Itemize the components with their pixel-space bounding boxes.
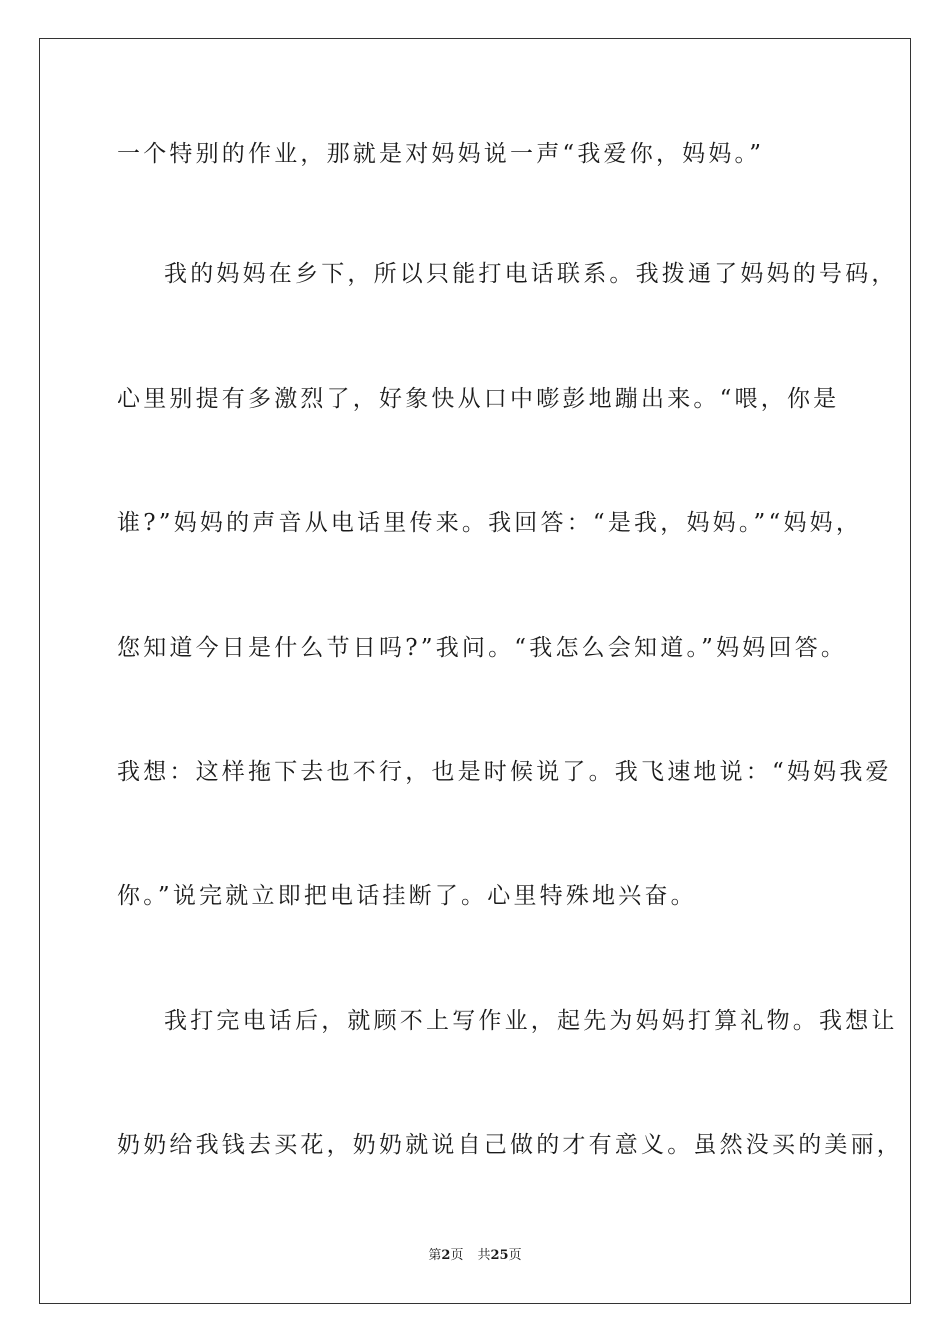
body-line-1: 一个特别的作业，那就是对妈妈说一声“我爱你，妈妈。” <box>117 141 765 167</box>
body-line-8: 我打完电话后，就顾不上写作业，起先为妈妈打算礼物。我想让 <box>164 1008 898 1034</box>
page-number: 2 <box>441 1248 451 1263</box>
page-border <box>39 38 911 1304</box>
total-pages: 25 <box>490 1248 509 1263</box>
page-suffix: 页 <box>450 1248 464 1263</box>
total-suffix: 页 <box>508 1248 522 1263</box>
body-line-4: 谁?”妈妈的声音从电话里传来。我回答：“是我，妈妈。”“妈妈， <box>117 510 863 536</box>
body-line-6: 我想：这样拖下去也不行，也是时候说了。我飞速地说：“妈妈我爱 <box>117 759 892 785</box>
body-line-5: 您知道今日是什么节日吗?”我问。“我怎么会知道。”妈妈回答。 <box>117 635 848 661</box>
body-line-7: 你。”说完就立即把电话挂断了。心里特殊地兴奋。 <box>117 883 697 909</box>
body-line-3: 心里别提有多激烈了，好象快从口中嘭彭地蹦出来。“喂，你是 <box>117 386 840 412</box>
total-prefix: 共 <box>477 1248 491 1263</box>
page-prefix: 第 <box>428 1248 442 1263</box>
body-line-2: 我的妈妈在乡下，所以只能打电话联系。我拨通了妈妈的号码， <box>164 261 898 287</box>
page-footer <box>0 1247 950 1265</box>
body-line-9: 奶奶给我钱去买花，奶奶就说自己做的才有意义。虽然没买的美丽， <box>117 1132 903 1158</box>
